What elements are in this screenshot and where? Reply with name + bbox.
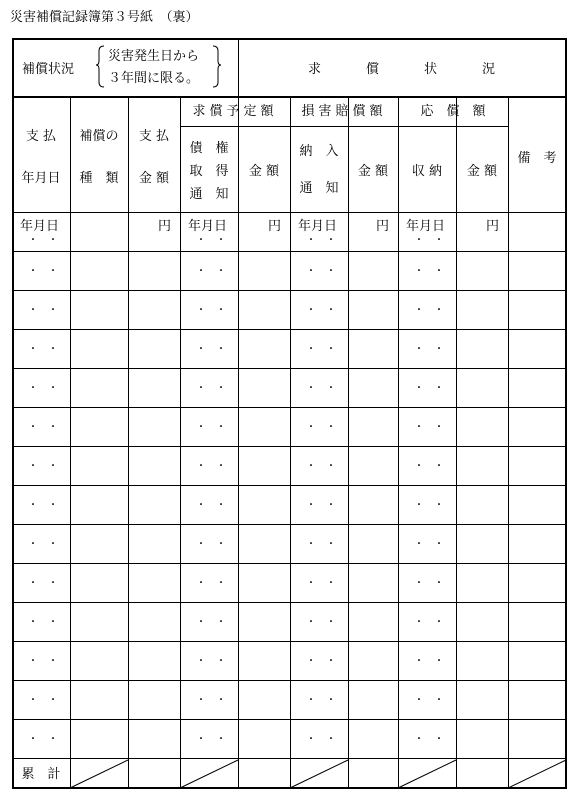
row-date-dots: ・ ・ [28, 344, 58, 355]
row-date-dots: ・ ・ [28, 695, 58, 706]
recourse-status-char-4: 況 [482, 62, 496, 77]
unit-yen-2: 円 [268, 219, 282, 234]
unit-date-4: 年月日 [406, 219, 446, 234]
claim-notice-header-1: 債 権 [189, 141, 229, 156]
row-date-dots: ・ ・ [28, 422, 58, 433]
row-date-dots: ・ ・ [196, 734, 226, 745]
row-date-dots: ・ ・ [196, 305, 226, 316]
row-date-dots: ・ ・ [28, 617, 58, 628]
response-amount-header: 応 償 額 [420, 104, 486, 119]
compensation-type-header-1: 補償の [79, 129, 119, 144]
row-date-dots: ・ ・ [414, 695, 444, 706]
receipt-header: 収 納 [411, 164, 443, 179]
row-date-dots: ・ ・ [196, 617, 226, 628]
recourse-status-char-2: 償 [366, 62, 380, 77]
payment-notice-header-1: 納 入 [299, 144, 339, 159]
row-date-dots: ・ ・ [306, 734, 336, 745]
row-date-dots: ・ ・ [414, 617, 444, 628]
claim-notice-header-3: 通 知 [189, 187, 229, 202]
row-date-dots: ・ ・ [196, 695, 226, 706]
total-slash-receipt [398, 760, 456, 788]
row-date-dots: ・ ・ [196, 266, 226, 277]
unit-yen-3: 円 [376, 219, 390, 234]
row-date-dots: ・ ・ [306, 695, 336, 706]
row-date-dots: ・ ・ [414, 344, 444, 355]
unit-date-1: 年月日 [20, 219, 60, 234]
row-date-dots: ・ ・ [306, 617, 336, 628]
row-date-dots: ・ ・ [306, 578, 336, 589]
row-date-dots: ・ ・ [414, 500, 444, 511]
row-date-dots: ・ ・ [196, 383, 226, 394]
row-date-dots: ・ ・ [196, 578, 226, 589]
planned-recourse-header: 求償予定額 [192, 104, 278, 119]
row-date-dots: ・ ・ [306, 656, 336, 667]
row-date-dots: ・ ・ [196, 344, 226, 355]
row-date-dots: ・ ・ [28, 734, 58, 745]
row-date-dots: ・ ・ [306, 500, 336, 511]
row-date-dots: ・ ・ [306, 539, 336, 550]
damages-amount-header: 金 額 [357, 164, 389, 179]
row-date-dots: ・ ・ [414, 656, 444, 667]
row-date-dots: ・ ・ [196, 461, 226, 472]
claim-notice-header-2: 取 得 [189, 164, 229, 179]
row-date-dots: ・ ・ [414, 422, 444, 433]
total-slash-type [70, 760, 128, 788]
unit-dots-3: ・ ・ [306, 235, 336, 246]
period-note-line1: 災害発生日から [108, 49, 200, 64]
row-date-dots: ・ ・ [306, 266, 336, 277]
row-date-dots: ・ ・ [28, 500, 58, 511]
response-amount-subheader: 金 額 [466, 164, 498, 179]
damages-header: 損害賠償額 [301, 104, 387, 119]
unit-dots-1: ・ ・ [28, 235, 58, 246]
payment-date-header-1: 支 払 [25, 129, 57, 144]
form-title: 災害補償記録簿第３号紙 （裏） [10, 10, 199, 25]
row-date-dots: ・ ・ [28, 461, 58, 472]
compensation-status-label: 補償状況 [22, 62, 75, 77]
row-date-dots: ・ ・ [28, 539, 58, 550]
unit-dots-4: ・ ・ [414, 235, 444, 246]
row-date-dots: ・ ・ [306, 344, 336, 355]
row-date-dots: ・ ・ [306, 461, 336, 472]
row-date-dots: ・ ・ [28, 383, 58, 394]
remarks-header: 備 考 [517, 151, 557, 166]
row-date-dots: ・ ・ [414, 539, 444, 550]
row-date-dots: ・ ・ [414, 305, 444, 316]
row-date-dots: ・ ・ [28, 266, 58, 277]
row-date-dots: ・ ・ [414, 461, 444, 472]
recourse-status-char-3: 状 [424, 62, 438, 77]
total-slash-payment-notice [290, 760, 348, 788]
row-date-dots: ・ ・ [306, 305, 336, 316]
payment-amount-header-2: 金 額 [138, 171, 170, 186]
payment-date-header-2: 年月日 [21, 171, 61, 186]
planned-amount-header: 金 額 [248, 164, 280, 179]
row-date-dots: ・ ・ [414, 734, 444, 745]
period-note-line2: ３年間に限る。 [108, 71, 200, 86]
row-date-dots: ・ ・ [28, 578, 58, 589]
total-slash-remarks [508, 760, 566, 788]
unit-date-3: 年月日 [298, 219, 338, 234]
recourse-status-char-1: 求 [308, 62, 322, 77]
unit-yen-1: 円 [158, 219, 172, 234]
row-date-dots: ・ ・ [196, 656, 226, 667]
row-date-dots: ・ ・ [414, 578, 444, 589]
payment-amount-header-1: 支 払 [138, 129, 170, 144]
total-slash-claim [180, 760, 238, 788]
compensation-type-header-2: 種 類 [79, 171, 119, 186]
row-date-dots: ・ ・ [414, 383, 444, 394]
total-label: 累 計 [21, 767, 61, 782]
row-date-dots: ・ ・ [28, 656, 58, 667]
payment-notice-header-2: 通 知 [299, 181, 339, 196]
row-date-dots: ・ ・ [28, 305, 58, 316]
row-date-dots: ・ ・ [306, 422, 336, 433]
unit-yen-4: 円 [486, 219, 500, 234]
row-date-dots: ・ ・ [196, 539, 226, 550]
row-date-dots: ・ ・ [196, 422, 226, 433]
row-date-dots: ・ ・ [196, 500, 226, 511]
unit-date-2: 年月日 [188, 219, 228, 234]
unit-dots-2: ・ ・ [196, 235, 226, 246]
row-date-dots: ・ ・ [414, 266, 444, 277]
row-date-dots: ・ ・ [306, 383, 336, 394]
